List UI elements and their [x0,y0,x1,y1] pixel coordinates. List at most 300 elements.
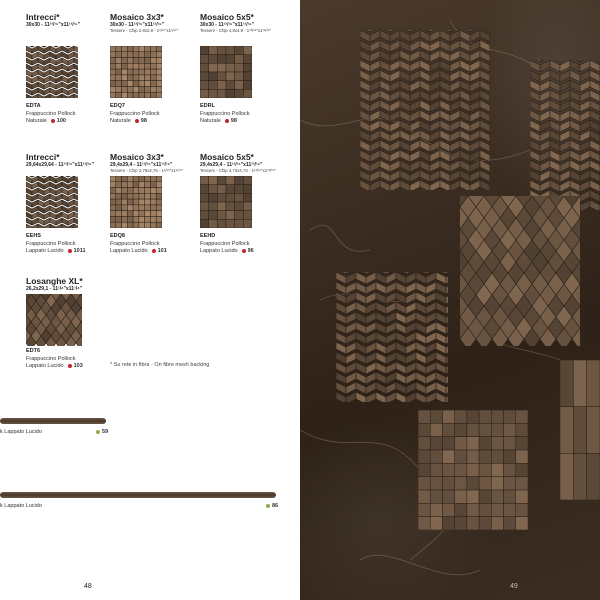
tile-chip [133,92,139,98]
tile-chip [416,362,426,374]
tile-chip [360,60,370,72]
tile-chip [133,188,139,194]
tile-chip [127,69,133,75]
tile-chip [156,63,162,69]
tile-chip [156,222,162,228]
tile-chip [540,100,550,112]
product-code: EDRL [200,103,215,109]
tile-chip [460,100,470,112]
tile-chip [450,130,460,142]
product-finish-price [26,363,83,369]
tile-chip [380,60,390,72]
tile-chip [455,517,467,530]
tile-chip [243,81,252,90]
tile-chip [122,92,128,98]
product-name: Frappuccino Pollock [110,111,160,117]
tile-chip [450,70,460,82]
tile-chip [550,60,560,72]
tile-chip [396,312,406,324]
tile-chip [530,110,540,122]
tile-chip [139,182,145,188]
tile-chip [504,410,516,423]
tile-chip [150,46,156,52]
tile-chip [366,322,376,334]
strip-price: 86 [272,503,279,509]
tile-chip [580,120,590,132]
tile-chip [370,90,380,102]
tile-chip [127,211,133,217]
tile-chip [376,312,386,324]
tile-chip [390,80,400,92]
tile-chip [580,60,590,72]
tile-chip [226,211,235,220]
tile-chip [380,160,390,172]
tile-chip [336,322,346,334]
tile-chip [400,150,410,162]
tile-chip [550,180,560,192]
tile-chip [380,170,390,182]
product-name: Frappuccino Pollock [200,111,250,117]
tile-chip [133,46,139,52]
tile-chip [235,81,244,90]
tile-chip [550,140,560,152]
product-dimensions: 30x30 - 11¹³/¹⁶”x11¹³/¹⁶” [110,22,165,28]
tile-chip [442,463,454,476]
tile-chip [145,75,151,81]
product-code: EDQ8 [110,233,125,239]
product-chip-size: Tessere - Chip 4,8x4,8 - 1¹³/¹⁶”x1¹³/¹⁶” [200,28,272,33]
tile-chip [209,46,218,55]
tile-chip [580,160,590,172]
product-finish: Lappato Lucido [110,248,148,254]
tile-chip [360,70,370,82]
tile-chip [116,63,122,69]
tile-chip [346,292,356,304]
tile-chip [243,185,252,194]
tile-chip [460,60,470,72]
tile-chip [410,30,420,42]
tile-chip [150,52,156,58]
tile-chip [386,332,396,344]
tile-chip [396,332,406,344]
tile-chip [400,60,410,72]
tile-chip [460,110,470,122]
tile-chip [491,450,503,463]
product-name: Frappuccino Pollock [26,356,76,362]
product-title: Losanghe XL* [26,276,83,286]
tile-chip [410,100,420,112]
tile-chip [479,490,491,503]
tile-chip [420,70,430,82]
tile-chip [450,90,460,102]
tile-chip [116,52,122,58]
tile-chip [480,150,490,162]
tile-chip [410,160,420,172]
tile-chip [560,407,573,454]
tile-chip [530,180,540,192]
tile-chip [410,120,420,132]
tile-chip [430,450,442,463]
tile-chip [590,160,600,172]
tile-chip [200,185,209,194]
tile-chip [370,150,380,162]
tile-chip [430,437,442,450]
tile-chip [590,190,600,202]
tile-chip [436,332,446,344]
tile-chip [400,160,410,172]
tile-chip [226,185,235,194]
tile-chip [530,170,540,182]
tile-chip [145,182,151,188]
tile-chip [390,110,400,122]
tile-chip [209,89,218,98]
tile-chip [406,352,416,364]
herringbone-tile-swatch [26,176,78,228]
tile-chip [150,176,156,182]
tile-chip [209,81,218,90]
product-title: Intrecci* [26,152,60,162]
tile-chip [587,453,600,500]
tile-chip [400,140,410,152]
strip-price: 59 [102,429,109,435]
tile-chip [133,58,139,64]
tile-chip [540,60,550,72]
product-price: 98 [140,118,147,124]
tile-chip [150,81,156,87]
tile-chip [479,463,491,476]
tile-chip [110,188,116,194]
tile-chip [380,130,390,142]
tile-chip [504,517,516,530]
tile-chip [356,292,366,304]
tile-chip [150,188,156,194]
tile-chip [390,70,400,82]
tile-chip [504,463,516,476]
tile-chip [217,219,226,228]
tile-chip [418,437,430,450]
tile-chip [406,372,416,384]
tile-chip [156,216,162,222]
price-dot-icon [68,364,72,368]
tile-chip [145,81,151,87]
tile-chip [200,176,209,185]
tile-chip [390,40,400,52]
tile-chip [217,202,226,211]
tile-chip [217,211,226,220]
tile-chip [420,30,430,42]
tile-chip [442,423,454,436]
tile-chip [360,130,370,142]
tile-chip [550,80,560,92]
tile-chip [410,80,420,92]
strip-label: k Lappato Lucido [0,503,42,509]
tile-chip [133,216,139,222]
tile-chip [590,120,600,132]
tile-chip [420,100,430,112]
tile-chip [416,302,426,314]
tile-chip [420,80,430,92]
tile-chip [550,120,560,132]
tile-chip [366,352,376,364]
tile-chip [356,342,366,354]
tile-chip [430,80,440,92]
tile-chip [418,410,430,423]
tile-chip [209,55,218,64]
tile-chip [530,140,540,152]
tile-chip [570,110,580,122]
tile-chip [217,55,226,64]
tile-chip [336,372,346,384]
tile-chip [436,302,446,314]
tile-chip [200,81,209,90]
tile-chip [366,312,376,324]
tile-chip [442,450,454,463]
tile-chip [442,503,454,516]
product-dimensions: 29,4x29,4 - 11¹³/¹⁶”x11¹³/¹⁶” [200,162,263,168]
tile-chip [450,40,460,52]
tile-chip [430,60,440,72]
tile-chip [396,302,406,314]
tile-chip [235,176,244,185]
tile-chip [380,70,390,82]
product-dimensions: 30x30 - 11¹³/¹⁶”x11¹³/¹⁶” [200,22,255,28]
tile-chip [133,211,139,217]
tile-chip [440,70,450,82]
tile-chip [418,477,430,490]
tile-chip [110,182,116,188]
tile-chip [418,503,430,516]
tile-chip [590,70,600,82]
tile-chip [366,342,376,354]
tile-chip [430,477,442,490]
tile-chip [470,50,480,62]
tile-chip [442,410,454,423]
tile-chip [122,86,128,92]
tile-chip [133,75,139,81]
tile-chip [360,170,370,182]
tile-chip [430,50,440,62]
tile-chip [336,282,346,294]
tile-chip [217,176,226,185]
tile-chip [209,211,218,220]
tile-chip [366,272,376,284]
product-code: EEHS [26,233,41,239]
tile-chip [122,46,128,52]
tile-chip [455,490,467,503]
tile-chip [145,188,151,194]
product-finish-price [110,118,147,124]
product-intrecci-naturale [26,12,116,28]
tile-chip [580,140,590,152]
tile-chip [470,40,480,52]
tile-chip [410,50,420,62]
tile-chip [336,272,346,284]
tile-chip [400,100,410,112]
price-dot-icon [135,119,139,123]
tile-chip [139,92,145,98]
tile-chip [450,100,460,112]
tile-chip [139,193,145,199]
tile-chip [410,40,420,52]
tile-chip [560,360,573,407]
tile-chip [560,120,570,132]
tile-chip [470,60,480,72]
tile-chip [380,90,390,102]
tile-chip [530,100,540,112]
tile-chip [560,70,570,82]
tile-chip [436,312,446,324]
tile-chip [110,58,116,64]
tile-chip [116,188,122,194]
tile-chip [110,193,116,199]
tile-chip [139,199,145,205]
tile-chip [156,176,162,182]
tile-chip [491,423,503,436]
tile-chip [442,437,454,450]
border-strip-swatch [0,418,106,424]
tile-chip [380,150,390,162]
tile-chip [430,150,440,162]
tile-chip [380,100,390,112]
price-dot-icon [242,249,246,253]
tile-chip [396,362,406,374]
tile-chip [480,80,490,92]
installation-photo [300,0,600,600]
tile-chip [460,90,470,102]
tile-chip [235,202,244,211]
border-strip-swatch [0,492,276,498]
tile-chip [127,188,133,194]
tile-chip [110,92,116,98]
tile-chip [200,193,209,202]
tile-chip [480,120,490,132]
tile-chip [467,477,479,490]
tile-chip [426,312,436,324]
tile-chip [110,205,116,211]
tile-chip [460,150,470,162]
tile-chip [243,176,252,185]
tile-chip [360,50,370,62]
tile-chip [406,312,416,324]
tile-chip [380,50,390,62]
tile-chip [243,72,252,81]
tile-chip [460,70,470,82]
tile-chip [380,40,390,52]
tile-chip [390,50,400,62]
tile-chip [346,382,356,394]
product-finish: Naturale [110,118,131,124]
tile-chip [156,205,162,211]
tile-chip [590,110,600,122]
tile-chip [116,58,122,64]
tile-chip [156,52,162,58]
tile-chip [156,211,162,217]
tile-chip [467,490,479,503]
tile-chip [440,80,450,92]
tile-chip [470,130,480,142]
tile-chip [410,70,420,82]
product-dimensions: 26,2x29,1 - 11¹/⁴”x11¹/⁴” [26,286,83,292]
tile-chip [504,437,516,450]
tile-chip [540,150,550,162]
product-dimensions: 29,64x29,64 - 11¹³/¹⁶”x11¹³/¹⁶” [26,162,94,168]
tile-chip [560,100,570,112]
tile-chip [133,176,139,182]
tile-chip [416,332,426,344]
tile-chip [570,160,580,172]
tile-chip [122,75,128,81]
tile-chip [336,382,346,394]
tile-chip [235,185,244,194]
herringbone-mosaic-panel [336,272,448,402]
tile-chip [356,352,366,364]
tile-chip [346,322,356,334]
tile-chip [127,63,133,69]
tile-chip [550,170,560,182]
tile-chip [570,90,580,102]
tile-chip [150,92,156,98]
tile-chip [127,52,133,58]
tile-chip [467,517,479,530]
tile-chip [110,52,116,58]
tile-chip [243,63,252,72]
tile-chip [440,30,450,42]
tile-chip [145,193,151,199]
tile-chip [127,176,133,182]
tile-chip [479,437,491,450]
tile-chip [235,193,244,202]
tile-chip [426,362,436,374]
tile-chip [139,46,145,52]
tile-chip [386,312,396,324]
tile-chip [467,410,479,423]
tile-chip [370,140,380,152]
tile-chip [530,120,540,132]
tile-chip [366,302,376,314]
tile-chip [504,423,516,436]
tile-chip [243,193,252,202]
tile-chip [416,382,426,394]
tile-chip [406,302,416,314]
tile-chip [390,90,400,102]
tile-chip [390,100,400,112]
tile-chip [200,89,209,98]
product-dimensions: 30x30 - 11¹³/¹⁶”x11¹³/¹⁶” [26,22,81,28]
tile-chip [226,46,235,55]
tile-chip [156,81,162,87]
tile-chip [370,160,380,172]
tile-chip [426,342,436,354]
tile-chip [504,490,516,503]
product-finish-price [200,118,237,124]
price-dot-icon [225,119,229,123]
tile-chip [356,372,366,384]
tile-chip [430,100,440,112]
tile-chip [376,272,386,284]
tile-chip [243,211,252,220]
tile-chip [479,517,491,530]
tile-chip [406,382,416,394]
tile-chip [209,202,218,211]
product-title: Mosaico 3x3* [110,12,164,22]
tile-chip [116,216,122,222]
tile-chip [560,150,570,162]
tile-chip [217,81,226,90]
tile-chip [420,60,430,72]
tile-chip [156,188,162,194]
tile-chip [139,188,145,194]
product-finish: Lappato Lucido [200,248,238,254]
